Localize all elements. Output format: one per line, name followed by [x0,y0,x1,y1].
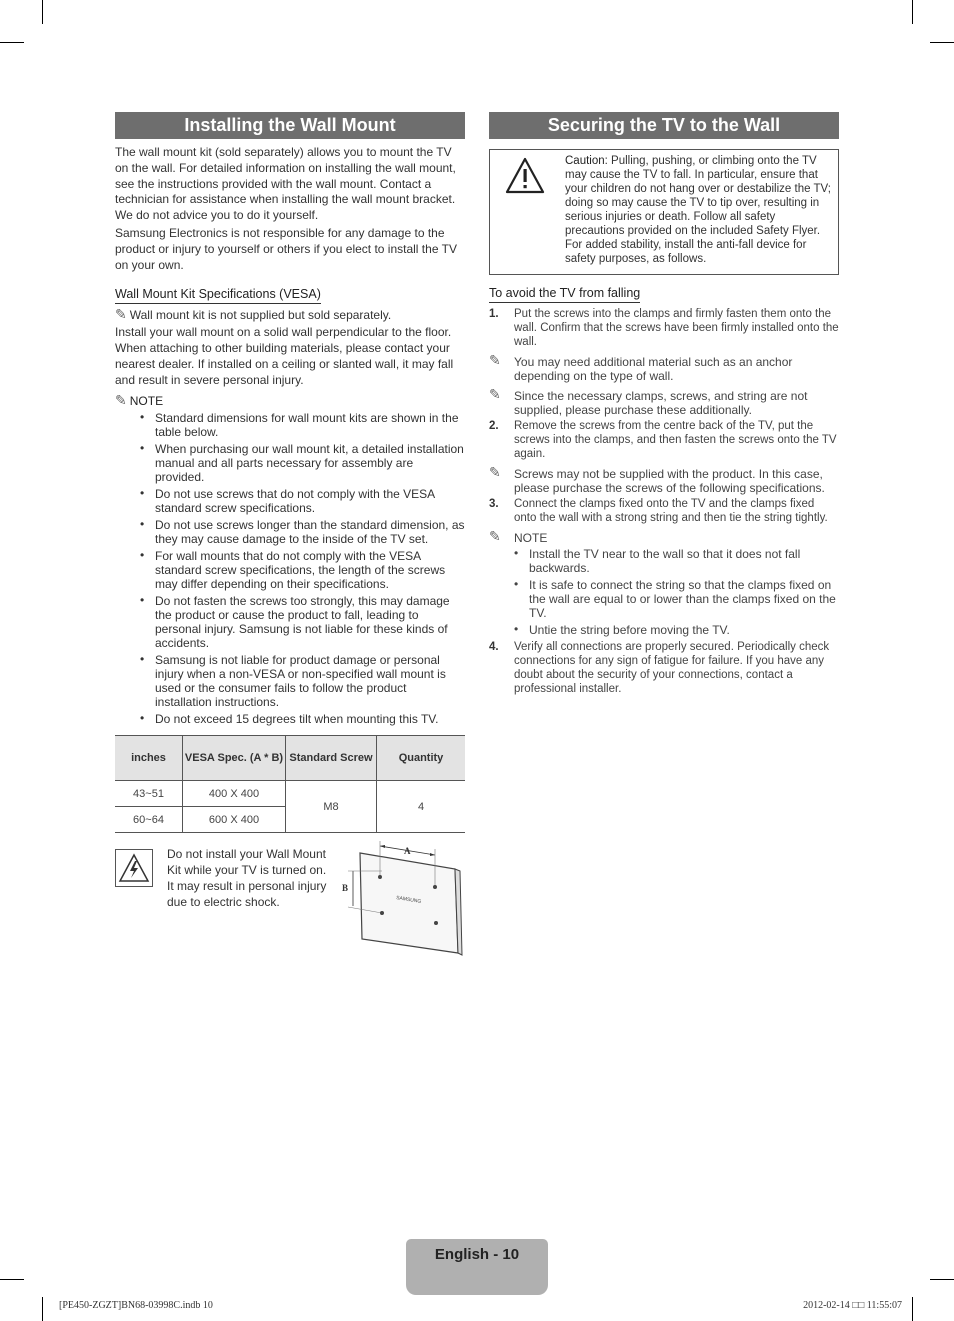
list-item: • Do not use screws longer than the standard dimension, as they may cause damage to the inside of the TV set. [115,518,465,546]
footer-file: [PE450-ZGZT]BN68-03998C.indb 10 [59,1300,213,1311]
col-header: inches [115,736,183,781]
table-cell: 60~64 [115,807,183,833]
table-cell: 400 X 400 [183,781,286,807]
table-cell: M8 [286,781,377,833]
list-item: • For wall mounts that do not comply with the VESA standard screw specifications, the length of the screws may differ depending on their specifications. [115,549,465,591]
wall-mount-section [115,112,465,961]
vesa-table [115,735,465,833]
step-number: 4. [489,641,499,653]
footer-timestamp: 2012-02-14 □□ 11:55:07 [803,1300,902,1311]
warning-text: Do not install your Wall Mount Kit while your TV is turned on. It may result in personal injury due to electric shock. [167,847,327,909]
col-header: VESA Spec. (A * B) [183,736,286,781]
spec-paragraph: Install your wall mount on a solid wall perpendicular to the floor. When attaching to other building materials, please contact your nearest dealer. If installed on a ceiling or slanted wall, it may fall and result in severe personal injury. [115,325,454,387]
crop-mark [930,42,954,43]
pencil-icon: ✎ [489,386,501,402]
page-number-tab [406,1239,548,1295]
step-note [489,352,839,383]
step-note-text: Since the necessary clamps, screws, and string are not supplied, please purchase these additionally. [514,389,808,417]
step-text: Put the screws into the clamps and firmly fasten them onto the wall. Confirm that the screws have been firmly installed onto the wall. [514,308,839,348]
note-heading [489,528,839,545]
note-list [115,411,465,726]
crop-mark [0,42,24,43]
securing-section [489,112,839,698]
note-label: NOTE [129,394,164,409]
list-item: • Samsung is not liable for product damage or personal injury when a non-VESA or non-specified wall mount is used or the consumer fails to follow the product installation instructions. [115,653,465,709]
step-number: 3. [489,498,499,510]
list-item: • Do not exceed 15 degrees tilt when mounting this TV. [115,712,465,726]
step-note-text: You may need additional material such as an anchor depending on the type of wall. [514,355,793,383]
step-note-text: Screws may not be supplied with the product. In this case, please purchase the screws of the following specifications. [514,467,825,495]
step-text: Verify all connections are properly secured. Periodically check connections for any sign of fatigue for failure. If you have any doubt about the security of your connections, contact a professional installer. [514,641,830,695]
step-item [489,419,839,495]
liability-paragraph: Samsung Electronics is not responsible for any damage to the product or injury to yourself or others if you elect to install the TV on your own. [115,225,457,272]
step-number: 2. [489,420,499,432]
steps-list [489,307,839,696]
caution-body: : Pulling, pushing, or climbing onto the TV may cause the TV to fall. In particular, ensure that your children do not hang over or destabilize the TV; doing so may cause the TV to tip over, resulting in serious injuries or death. Follow all safety precautions provided on the included Safety Flyer. For added stability, install the anti-fall device for safety purposes, as follows. [565,155,831,265]
table-row [115,781,465,807]
step-item [489,640,839,696]
caution-text [565,154,835,266]
spec-heading: Wall Mount Kit Specifications (VESA) [115,287,321,304]
crop-mark [42,1297,43,1321]
list-item: • Do not fasten the screws too strongly, this may damage the product or cause the product to fall, leading to personal injury. Samsung is not liable for these kinds of accidents. [115,594,465,650]
intro-paragraph: The wall mount kit (sold separately) allows you to mount the TV on the wall. For detailed information on installing the wall mount, see the instructions provided with the wall mount. Contact a technician for assistance when installing the wall mount bracket. We do not advice you to do it yourself. [115,145,456,223]
pencil-icon: ✎ [489,352,501,368]
note-label: NOTE [514,531,548,545]
list-item: • It is safe to connect the string so that the clamps fixed on the wall are equal to or lower than the clamps fixed on the TV. [489,578,839,620]
crop-mark [912,1297,913,1321]
caution-label: Caution [565,155,605,167]
table-header-row [115,736,465,781]
table-cell: 4 [377,781,466,833]
crop-mark [912,0,913,24]
col-header: Standard Screw [286,736,377,781]
section-title: Installing the Wall Mount [115,112,465,139]
warning-triangle-icon [504,156,546,196]
crop-mark [42,0,43,24]
crop-mark [930,1279,954,1280]
pencil-icon: ✎ [115,306,127,323]
table-cell: 43~51 [115,781,183,807]
list-item: • Install the TV near to the wall so that it does not fall backwards. [489,547,839,575]
label-a: A [404,846,411,857]
list-item: • Do not use screws that do not comply with the VESA standard screw specifications. [115,487,465,515]
spec-note [115,307,465,324]
step-text: Remove the screws from the centre back of the TV, put the screws into the clamps, and then fasten the screws onto the TV again. [514,420,837,460]
list-item: • Untie the string before moving the TV. [489,623,839,637]
list-item: • When purchasing our wall mount kit, a detailed installation manual and all parts necessary for assembly are provided. [115,442,465,484]
list-item: • Standard dimensions for wall mount kits are shown in the table below. [115,411,465,439]
step-item [489,307,839,417]
note-list [489,547,839,637]
label-b: B [342,883,349,894]
step-number: 1. [489,308,499,320]
pencil-icon: ✎ [489,528,501,544]
tv-back-figure [340,841,465,959]
pencil-icon: ✎ [489,464,501,480]
pencil-icon: ✎ [115,392,127,409]
step-text: Connect the clamps fixed onto the TV and the clamps fixed onto the wall with a strong string and then tie the string tightly. [514,498,828,524]
avoid-falling-heading: To avoid the TV from falling [489,286,640,303]
step-item [489,497,839,637]
section-title: Securing the TV to the Wall [489,112,839,139]
crop-mark [0,1279,24,1280]
brand-label: SAMSUNG [395,895,422,906]
spec-note-text: Wall mount kit is not supplied but sold separately. [129,308,392,323]
col-header: Quantity [377,736,466,781]
table-cell: 600 X 400 [183,807,286,833]
electric-shock-icon [115,849,153,887]
step-note [489,386,839,417]
electric-warning [115,841,465,961]
note-heading [115,392,465,409]
step-note [489,464,839,495]
caution-box [489,149,839,275]
page-number: English - 10 [434,1246,520,1263]
